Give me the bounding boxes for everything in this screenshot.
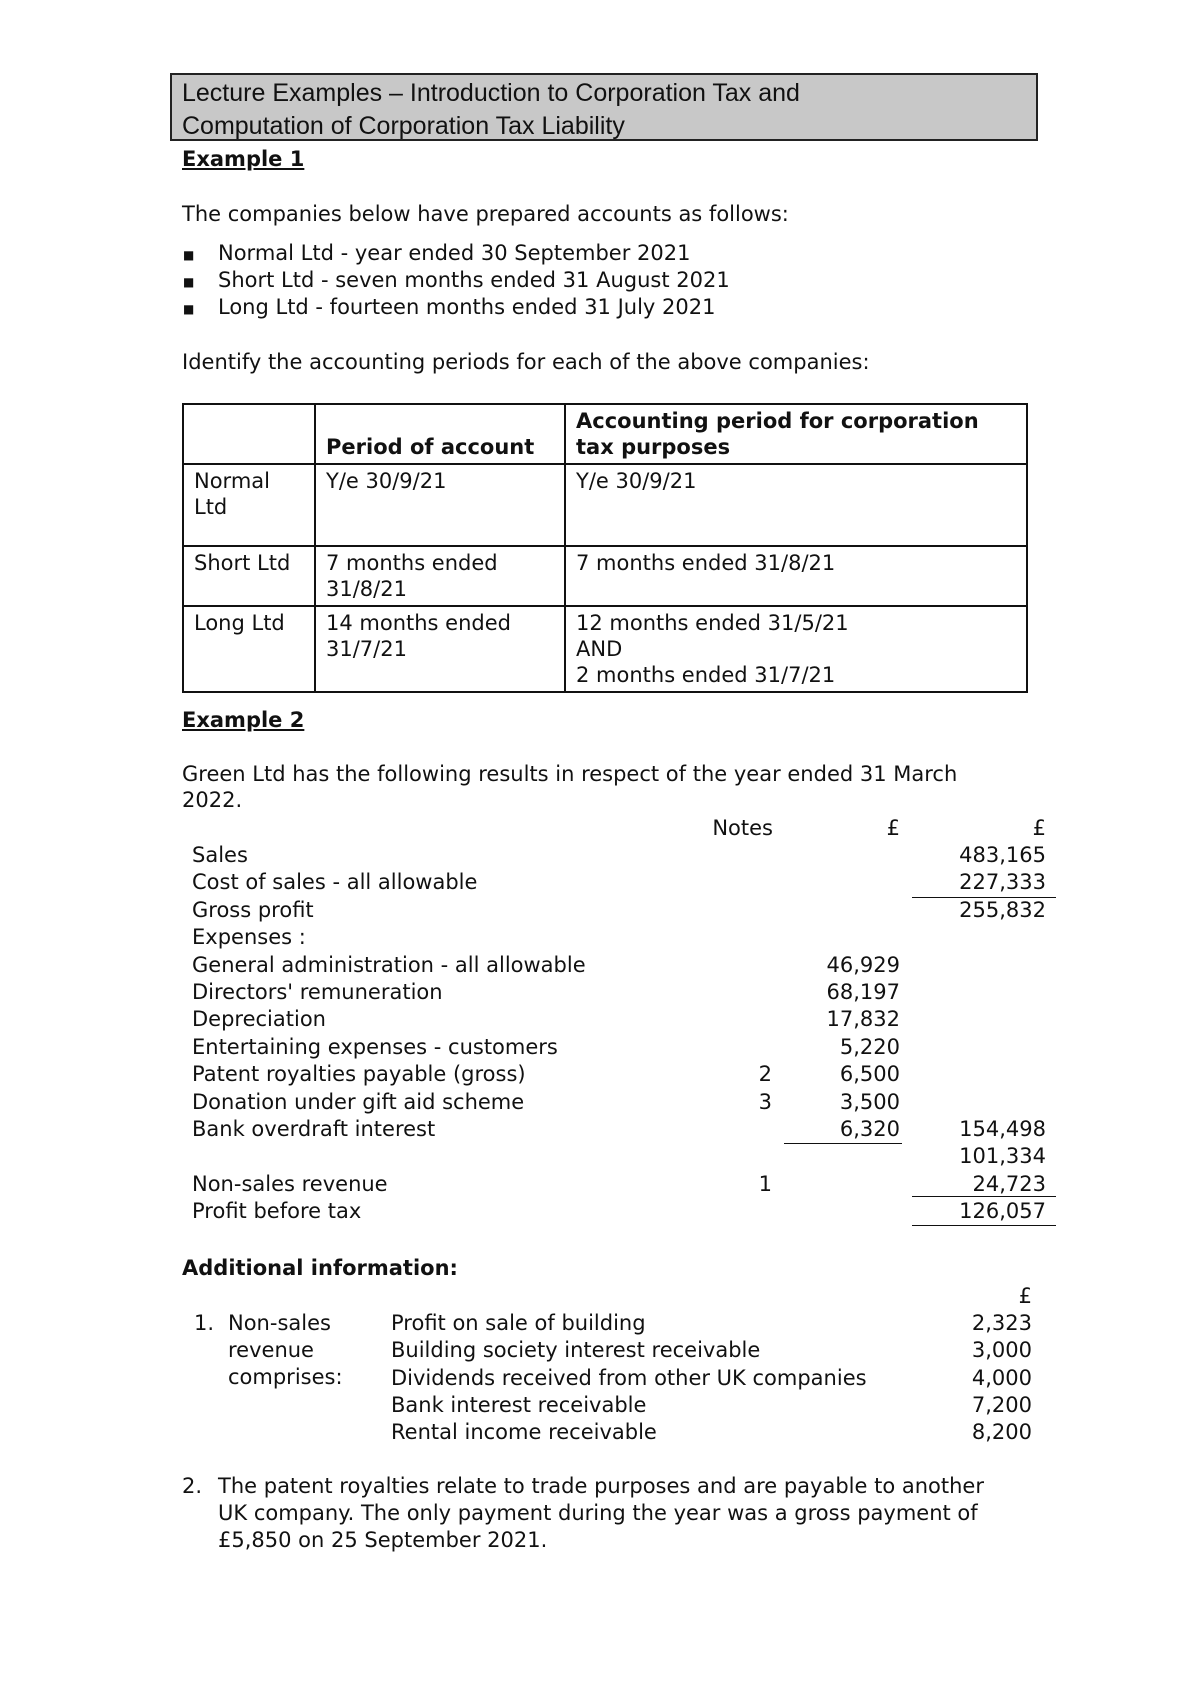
additional-pound-header: £ xyxy=(1018,1284,1032,1308)
col-header-notes: Notes xyxy=(712,816,773,840)
table-cell-period: 7 months ended 31/8/21 xyxy=(315,546,565,606)
statement-col2: 483,165 xyxy=(959,843,1046,867)
table-header-cell: Period of account xyxy=(315,404,565,464)
note2-number: 2. xyxy=(182,1474,203,1498)
list-item: Short Ltd - seven months ended 31 August 2021 xyxy=(218,268,730,292)
note2-line: £5,850 on 25 September 2021. xyxy=(218,1528,548,1552)
bullet-icon: ■ xyxy=(183,275,195,289)
list-item: Normal Ltd - year ended 30 September 2021 xyxy=(218,241,691,265)
note1-item-amount: 8,200 xyxy=(971,1420,1032,1444)
page-title xyxy=(170,73,1038,141)
note1-item-desc: Dividends received from other UK companies xyxy=(391,1366,867,1390)
statement-label: Non-sales revenue xyxy=(192,1172,388,1196)
statement-label: Entertaining expenses - customers xyxy=(192,1035,558,1059)
ap-line: AND xyxy=(576,637,623,661)
statement-label: Sales xyxy=(192,843,248,867)
note1-label: comprises: xyxy=(228,1365,343,1389)
rule-line xyxy=(784,1143,902,1144)
table-row xyxy=(183,546,1027,606)
rule-line xyxy=(912,1225,1056,1226)
note1-number: 1. xyxy=(194,1311,215,1335)
statement-col1: 3,500 xyxy=(839,1090,900,1114)
statement-note: 1 xyxy=(758,1172,772,1196)
statement-col2: 154,498 xyxy=(959,1117,1046,1141)
statement-label: Profit before tax xyxy=(192,1199,362,1223)
example2-heading: Example 2 xyxy=(182,708,305,732)
statement-col1: 6,500 xyxy=(839,1062,900,1086)
table-row xyxy=(183,464,1027,546)
statement-label: Patent royalties payable (gross) xyxy=(192,1062,526,1086)
ap-line: 2 months ended 31/7/21 xyxy=(576,663,836,687)
bullet-icon: ■ xyxy=(183,302,195,316)
example1-question: Identify the accounting periods for each of the above companies: xyxy=(182,350,870,374)
table-cell-period: 14 months ended 31/7/21 xyxy=(315,606,565,692)
statement-label: Depreciation xyxy=(192,1007,326,1031)
example2-intro-line1: Green Ltd has the following results in respect of the year ended 31 March xyxy=(182,762,958,786)
col-header-pound2: £ xyxy=(1032,816,1046,840)
table-cell-company: Long Ltd xyxy=(183,606,315,692)
note1-item-amount: 4,000 xyxy=(971,1366,1032,1390)
statement-col2: 126,057 xyxy=(959,1199,1046,1223)
bullet-icon: ■ xyxy=(183,248,195,262)
rule-line xyxy=(912,1196,1056,1197)
example1-heading: Example 1 xyxy=(182,147,305,171)
table-cell-ap xyxy=(565,606,1027,692)
list-item: Long Ltd - fourteen months ended 31 July 2021 xyxy=(218,295,716,319)
col-header-pound1: £ xyxy=(886,816,900,840)
note1-item-amount: 7,200 xyxy=(971,1393,1032,1417)
statement-col1: 6,320 xyxy=(839,1117,900,1141)
table-cell-ap: Y/e 30/9/21 xyxy=(565,464,1027,546)
statement-label: General administration - all allowable xyxy=(192,953,586,977)
statement-col1: 5,220 xyxy=(839,1035,900,1059)
note1-item-amount: 2,323 xyxy=(971,1311,1032,1335)
statement-label: Donation under gift aid scheme xyxy=(192,1090,525,1114)
title-line-1: Lecture Examples – Introduction to Corporation Tax and xyxy=(182,79,800,107)
statement-col1: 46,929 xyxy=(826,953,900,977)
statement-label: Expenses : xyxy=(192,925,306,949)
table-cell-company: Short Ltd xyxy=(183,546,315,606)
note1-item-desc: Building society interest receivable xyxy=(391,1338,761,1362)
title-line-2: Computation of Corporation Tax Liability xyxy=(182,112,625,140)
statement-label: Cost of sales - all allowable xyxy=(192,870,478,894)
note1-item-desc: Rental income receivable xyxy=(391,1420,657,1444)
statement-label: Bank overdraft interest xyxy=(192,1117,436,1141)
table-header-row xyxy=(183,404,1027,464)
ap-line: 12 months ended 31/5/21 xyxy=(576,611,849,635)
statement-label: Directors' remuneration xyxy=(192,980,443,1004)
note1-item-desc: Bank interest receivable xyxy=(391,1393,647,1417)
example2-intro-line2: 2022. xyxy=(182,788,243,812)
note2-line: UK company. The only payment during the year was a gross payment of xyxy=(218,1501,978,1525)
statement-note: 2 xyxy=(758,1062,772,1086)
table-row xyxy=(183,606,1027,692)
table-cell-ap: 7 months ended 31/8/21 xyxy=(565,546,1027,606)
accounting-periods-table xyxy=(182,403,1028,693)
statement-col2: 255,832 xyxy=(959,898,1046,922)
note1-item-desc: Profit on sale of building xyxy=(391,1311,646,1335)
statement-col2: 227,333 xyxy=(959,870,1046,894)
statement-col1: 17,832 xyxy=(826,1007,900,1031)
statement-col2: 101,334 xyxy=(959,1144,1046,1168)
example1-intro: The companies below have prepared accounts as follows: xyxy=(182,202,789,226)
statement-note: 3 xyxy=(758,1090,772,1114)
table-header-cell: Accounting period for corporation tax purposes xyxy=(565,404,1027,464)
table-cell-period: Y/e 30/9/21 xyxy=(315,464,565,546)
table-header-cell xyxy=(183,404,315,464)
additional-info-heading: Additional information: xyxy=(182,1256,458,1280)
note1-item-amount: 3,000 xyxy=(971,1338,1032,1362)
note2-line: The patent royalties relate to trade purposes and are payable to another xyxy=(218,1474,984,1498)
statement-label: Gross profit xyxy=(192,898,314,922)
note1-label: Non-sales xyxy=(228,1311,331,1335)
statement-col1: 68,197 xyxy=(826,980,900,1004)
statement-col2: 24,723 xyxy=(972,1172,1046,1196)
table-cell-company: Normal Ltd xyxy=(183,464,315,546)
note1-label: revenue xyxy=(228,1338,314,1362)
rule-line xyxy=(912,897,1056,898)
